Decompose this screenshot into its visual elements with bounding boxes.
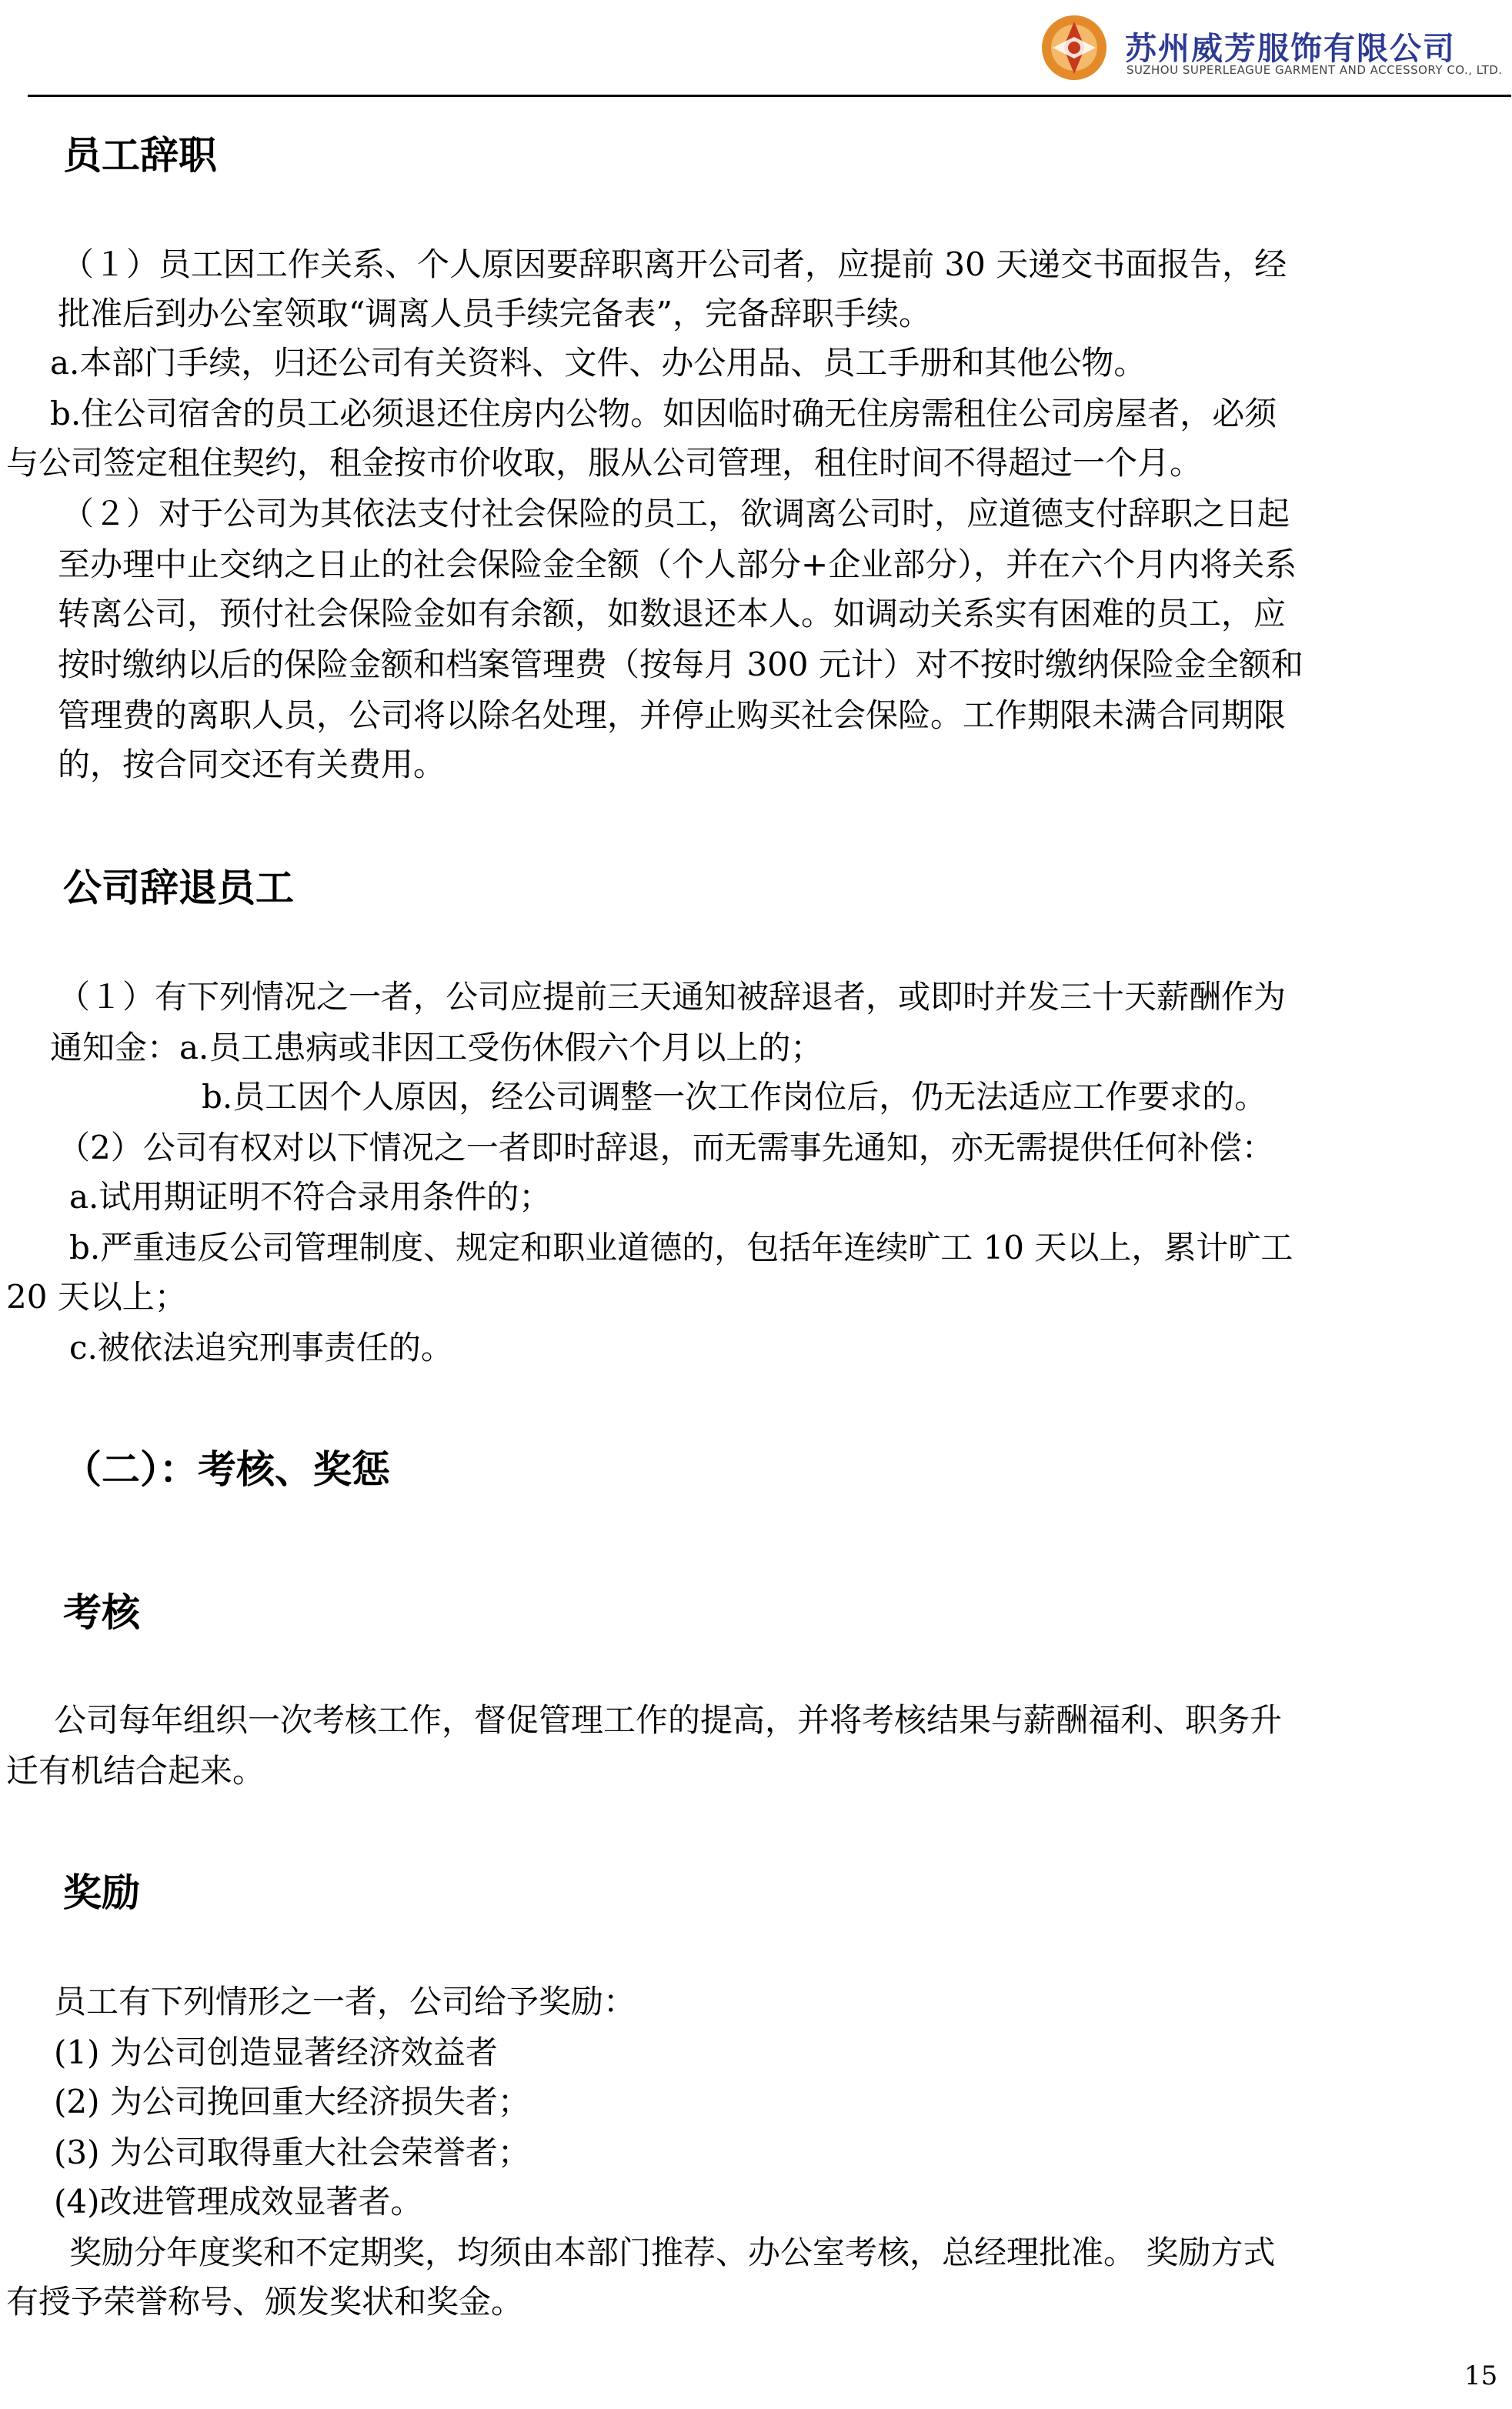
reward-line: 奖励分年度奖和不定期奖，均须由本部门推荐、办公室考核，总经理批准。 奖励方式 <box>69 2234 1276 2271</box>
resign-line: 至办理中止交纳之日止的社会保险金全额（个人部分+企业部分），并在六个月内将关系 <box>58 546 1297 583</box>
dismiss-line: b.员工因个人原因，经公司调整一次工作岗位后，仍无法适应工作要求的。 <box>202 1078 1267 1116</box>
section-title-dismiss: 公司辞退员工 <box>63 866 294 910</box>
resign-line: a.本部门手续，归还公司有关资料、文件、办公用品、员工手册和其他公物。 <box>50 344 1147 382</box>
reward-line: 有授予荣誉称号、颁发奖状和奖金。 <box>6 2283 524 2321</box>
resign-line: 与公司签定租住契约，租金按市价收取，服从公司管理，租住时间不得超过一个月。 <box>6 444 1203 482</box>
header-divider <box>28 95 1511 97</box>
resign-line: （１）员工因工作关系、个人原因要辞职离开公司者，应提前 30 天递交书面报告，经 <box>62 245 1287 283</box>
page-header <box>0 0 1512 100</box>
chapter-title: （二）：考核、奖惩 <box>63 1447 390 1492</box>
reward-line: (2) 为公司挽回重大经济损失者； <box>54 2083 530 2120</box>
dismiss-line: c.被依法追究刑事责任的。 <box>69 1329 453 1366</box>
company-logo-icon <box>1040 14 1108 82</box>
company-name-en: SUZHOU SUPERLEAGUE GARMENT AND ACCESSORY CO., LTD. <box>1126 63 1503 77</box>
resign-line: 批准后到办公室领取“调离人员手续完备表”，完备辞职手续。 <box>58 295 931 332</box>
reward-line: (1) 为公司创造显著经济效益者 <box>54 2034 498 2071</box>
assessment-line: 公司每年组织一次考核工作，督促管理工作的提高，并将考核结果与薪酬福利、职务升 <box>54 1701 1283 1739</box>
resign-line: b.住公司宿舍的员工必须退还住房内公物。如因临时确无住房需租住公司房屋者，必须 <box>50 395 1277 432</box>
dismiss-line: 通知金：a.员工患病或非因工受伤休假六个月以上的； <box>50 1029 823 1066</box>
section-title-assessment: 考核 <box>63 1590 140 1635</box>
section-title-resign: 员工辞职 <box>63 133 217 178</box>
reward-line: 员工有下列情形之一者，公司给予奖励： <box>54 1983 636 2020</box>
reward-line: (4)改进管理成效显著者。 <box>54 2183 423 2220</box>
section-title-reward: 奖励 <box>63 1870 140 1915</box>
dismiss-line: （１）有下列情况之一者，公司应提前三天通知被辞退者，或即时并发三十天薪酬作为 <box>58 978 1287 1016</box>
assessment-line: 迁有机结合起来。 <box>6 1752 265 1790</box>
dismiss-line: 20 天以上； <box>6 1278 187 1316</box>
reward-line: (3) 为公司取得重大社会荣誉者； <box>54 2134 530 2171</box>
company-name-cn: 苏州威芳服饰有限公司 <box>1125 30 1456 67</box>
page-number: 15 <box>1464 2361 1498 2391</box>
resign-line: 管理费的离职人员，公司将以除名处理，并停止购买社会保险。工作期限未满合同期限 <box>58 696 1287 734</box>
resign-line: 按时缴纳以后的保险金额和档案管理费（按每月 300 元计）对不按时缴纳保险金全额和 <box>58 646 1303 683</box>
resign-line: 转离公司，预付社会保险金如有余额，如数退还本人。如调动关系实有困难的员工，应 <box>58 595 1287 632</box>
dismiss-line: （2）公司有权对以下情况之一者即时辞退，而无需事先通知，亦无需提供任何补偿： <box>58 1129 1274 1166</box>
dismiss-line: b.严重违反公司管理制度、规定和职业道德的，包括年连续旷工 10 天以上，累计旷工 <box>69 1229 1293 1266</box>
dismiss-line: a.试用期证明不符合录用条件的； <box>69 1178 552 1216</box>
resign-line: 的，按合同交还有关费用。 <box>58 746 446 783</box>
resign-line: （２）对于公司为其依法支付社会保险的员工，欲调离公司时，应道德支付辞职之日起 <box>62 495 1290 532</box>
